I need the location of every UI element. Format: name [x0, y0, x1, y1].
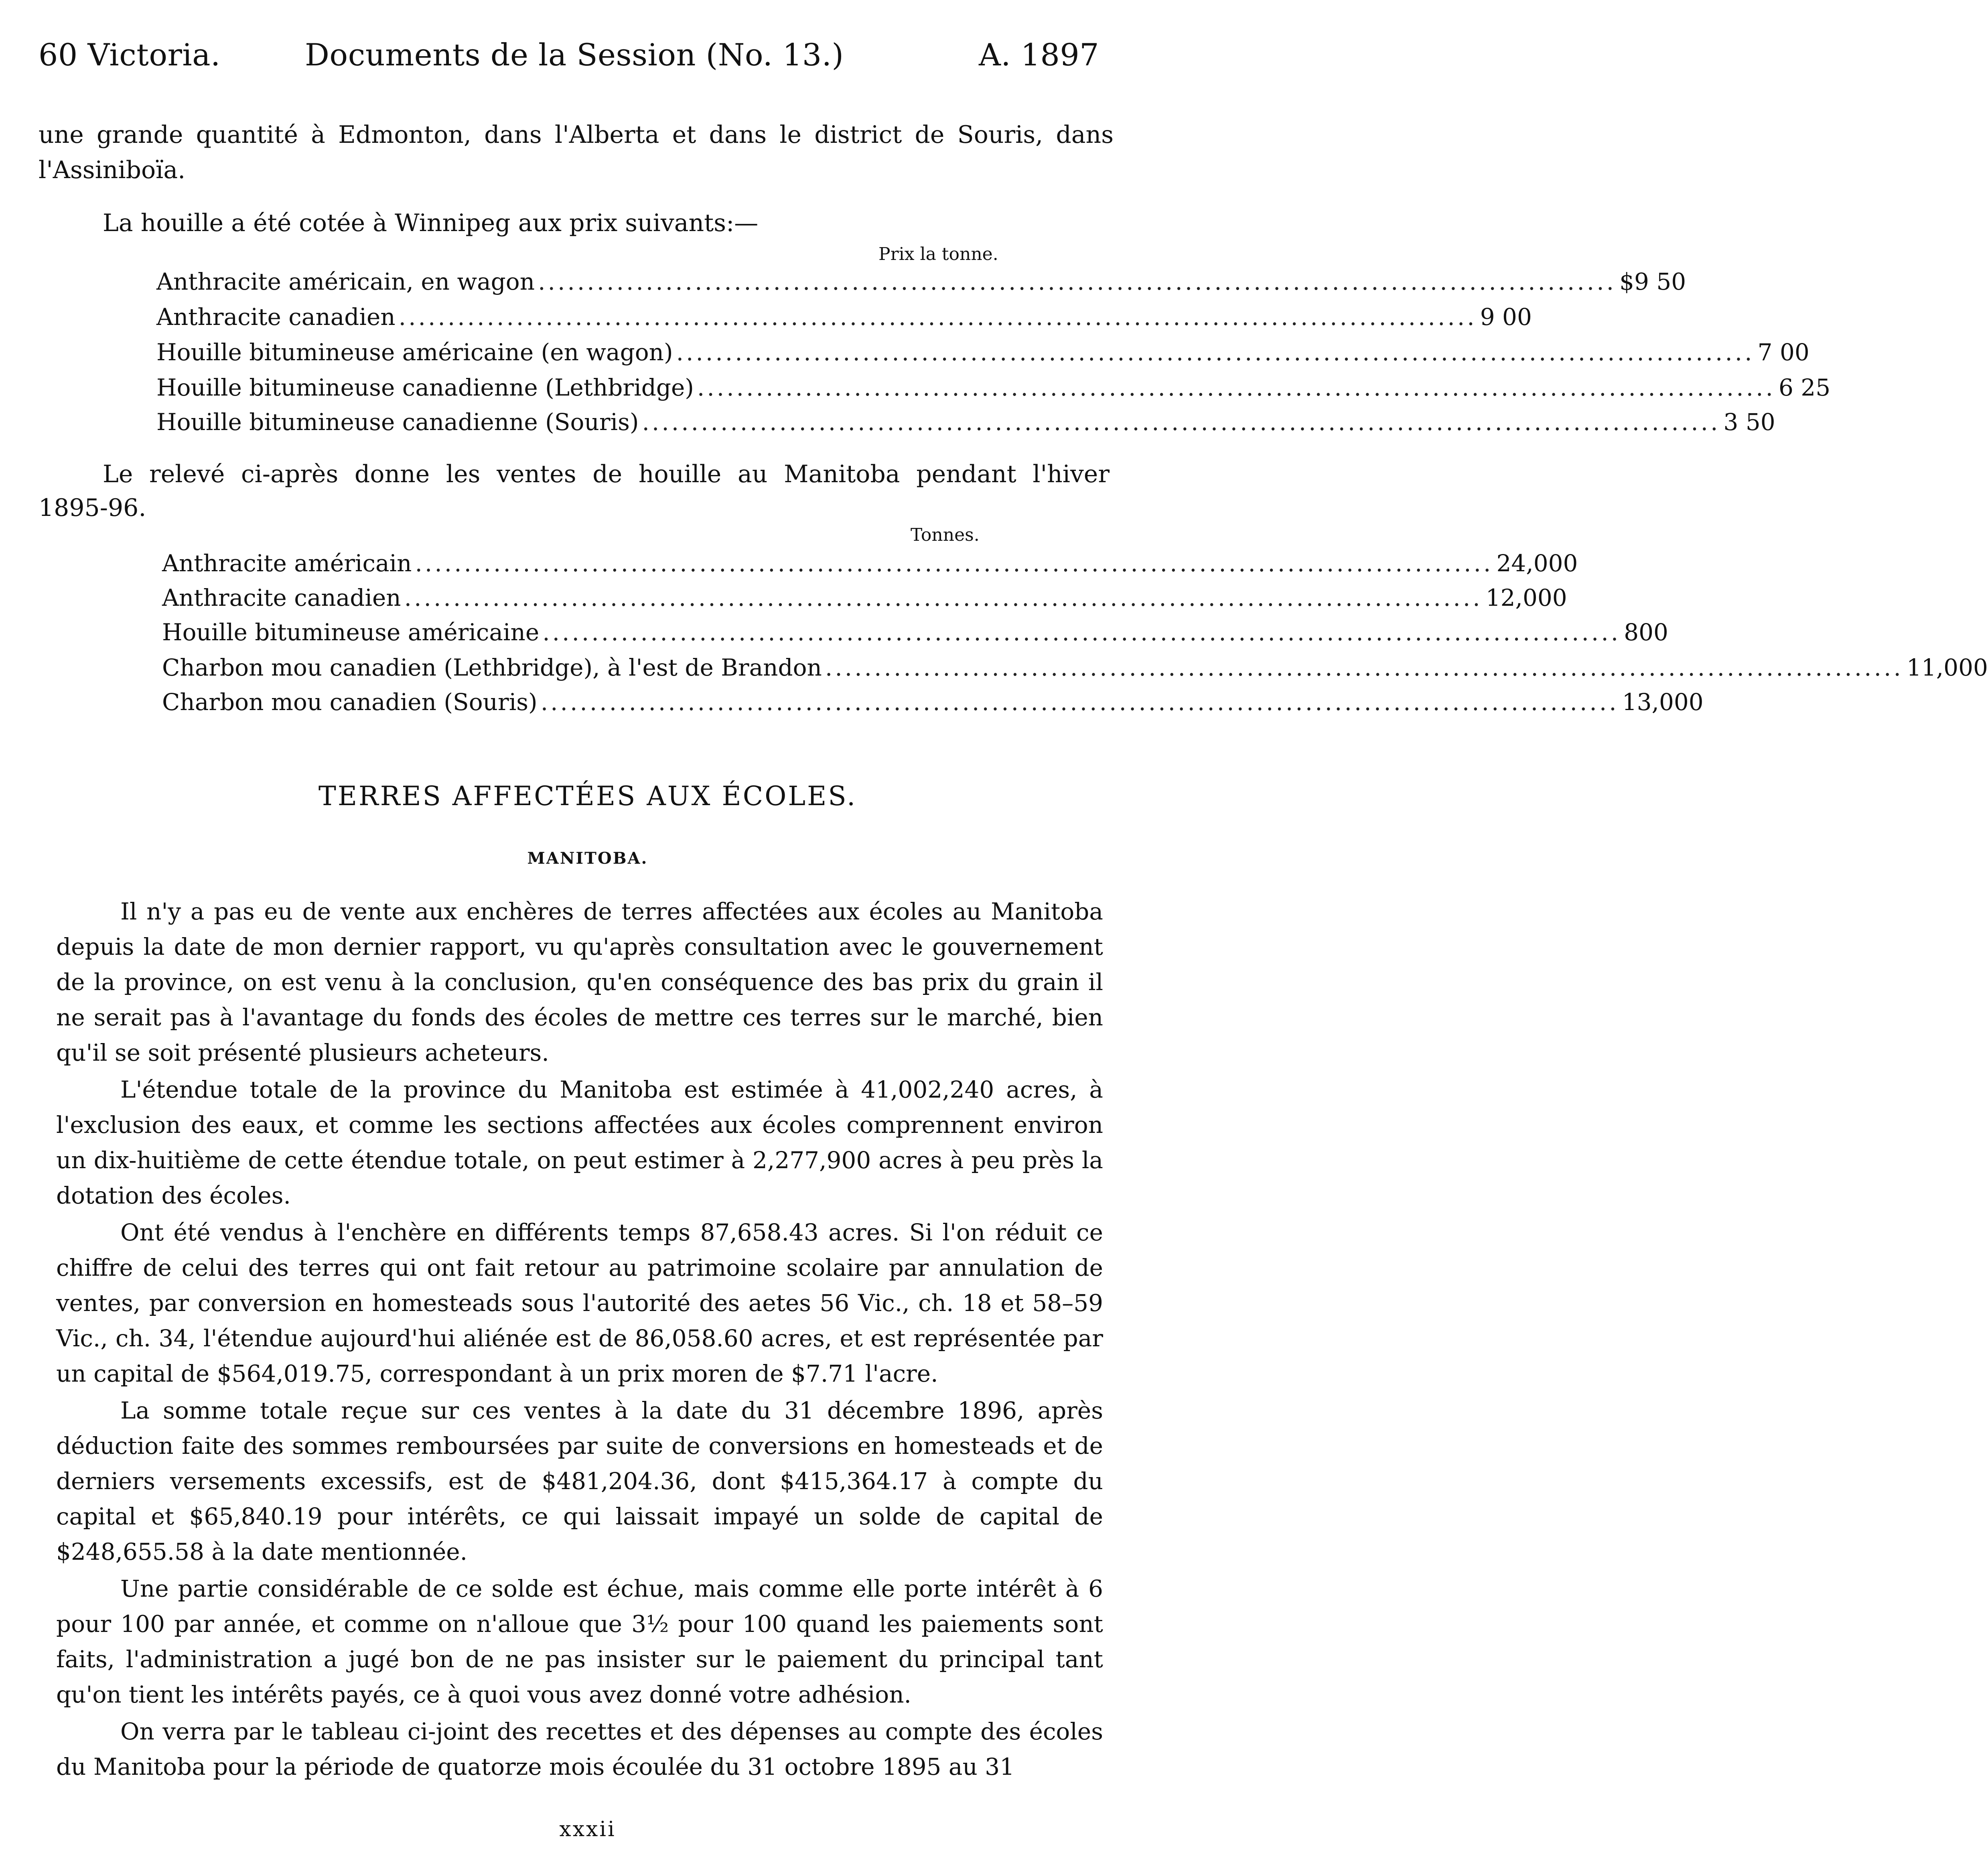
intro-line-2: l'Assiniboïa. [39, 156, 186, 184]
price-row-label: Houille bitumineuse canadienne (Souris) [156, 408, 639, 436]
sales-row [162, 619, 1668, 646]
paragraph: L'étendue totale de la province du Manitoba est estimée à 41,002,240 acres, à l'exclusion des eaux, et comme les sections affectées aux écoles comprennent environ un dix-huitième de cette étendue totale, on peut estimer à 2,277,900 acres à peu près la dotation des écoles. [56, 1076, 1103, 1209]
sales-row [162, 584, 1567, 611]
sales-row-label: Anthracite canadien [162, 584, 401, 611]
header-document-title: Documents de la Session (No. 13.) [305, 37, 844, 73]
sales-row [162, 550, 1578, 577]
price-row [156, 303, 1532, 331]
price-row-label: Houille bitumineuse américaine (en wagon) [156, 339, 673, 366]
price-row [156, 268, 1686, 295]
paragraph: La somme totale reçue sur ces ventes à la date du 31 décembre 1896, après déduction faite des sommes remboursées par suite de conversions en homesteads et de derniers versements excessifs, est de $481,204.36, dont $415,364.17 à compte du capital et $65,840.19 pour intérêts, ce qui laissait impayé un solde de capital de $248,655.58 à la date mentionnée. [56, 1397, 1103, 1565]
leader-dots: .............................................................................................................. [540, 688, 1619, 716]
sales-row-label: Anthracite américain [162, 550, 412, 577]
leader-dots: .............................................................................................................. [398, 303, 1477, 331]
leader-dots: .............................................................................................................. [404, 584, 1483, 611]
price-row-value: 9 00 [1480, 303, 1532, 331]
leader-dots: .............................................................................................................. [697, 374, 1775, 401]
prices-column-header: Prix la tonne. [878, 244, 998, 264]
sales-row-value: 11,000 [1906, 654, 1988, 681]
sales-row-value: 24,000 [1496, 550, 1578, 577]
price-row-value: 7 00 [1757, 339, 1809, 366]
leader-dots: .............................................................................................................. [542, 619, 1621, 646]
leader-dots: .............................................................................................................. [825, 654, 1903, 681]
price-row [156, 408, 1775, 436]
price-row-label: Houille bitumineuse canadienne (Lethbridge) [156, 374, 694, 401]
sales-row [162, 688, 1704, 716]
price-row-label: Anthracite canadien [156, 303, 396, 331]
leader-dots: .............................................................................................................. [415, 550, 1493, 577]
paragraph: Une partie considérable de ce solde est échue, mais comme elle porte intérêt à 6 pour 100 par année, et comme on n'alloue que 3½ pour 100 quand les paiements sont faits, l'administration a jugé bon de ne pas insister sur le paiement du principal tant qu'on tient les intérêts payés, ce à quoi vous avez donné votre adhésion. [56, 1575, 1103, 1708]
prices-intro: La houille a été cotée à Winnipeg aux prix suivants:— [103, 209, 759, 237]
sales-row-value: 12,000 [1485, 584, 1567, 611]
intro-line-1: une grande quantité à Edmonton, dans l'Alberta et dans le district de Souris, dans [39, 121, 1114, 149]
sales-row-value: 13,000 [1622, 688, 1704, 716]
sales-column-header: Tonnes. [911, 525, 980, 545]
sales-row-label: Houille bitumineuse américaine [162, 619, 540, 646]
sales-row-label: Charbon mou canadien (Lethbridge), à l'est de Brandon [162, 654, 822, 681]
section-subtitle: MANITOBA. [527, 849, 648, 868]
leader-dots: .............................................................................................................. [676, 339, 1755, 366]
sales-intro-line-2: 1895-96. [39, 494, 146, 522]
paragraph: Il n'y a pas eu de vente aux enchères de terres affectées aux écoles au Manitoba depuis la date de mon dernier rapport, vu qu'après consultation avec le gouvernement de la province, on est venu à la conclusion, qu'en conséquence des bas prix du grain il ne serait pas à l'avantage du fonds des écoles de mettre ces terres sur le marché, bien qu'il se soit présenté plusieurs acheteurs. [56, 898, 1103, 1066]
price-row-value: 3 50 [1723, 408, 1775, 436]
sales-row-value: 800 [1624, 619, 1668, 646]
page-number: xxxii [559, 1817, 616, 1841]
paragraph: Ont été vendus à l'enchère en différents temps 87,658.43 acres. Si l'on réduit ce chiffre de celui des terres qui ont fait retour au patrimoine scolaire par annulation de ventes, par conversion en homesteads sous l'autorité des aetes 56 Vic., ch. 18 et 58–59 Vic., ch. 34, l'étendue aujourd'hui aliénée est de 86,058.60 acres, et est représentée par un capital de $564,019.75, correspondant à un prix moren de $7.71 l'acre. [56, 1219, 1103, 1387]
price-row [156, 339, 1809, 366]
sales-row-label: Charbon mou canadien (Souris) [162, 688, 538, 716]
sales-intro-line-1: Le relevé ci-après donne les ventes de houille au Manitoba pendant l'hiver [103, 460, 1110, 488]
section-title: TERRES AFFECTÉES AUX ÉCOLES. [318, 781, 857, 812]
price-row-value: $9 50 [1619, 268, 1686, 295]
price-row-label: Anthracite américain, en wagon [156, 268, 535, 295]
price-row-value: 6 25 [1778, 374, 1831, 401]
price-row [156, 374, 1831, 401]
body-paragraphs [56, 894, 1103, 1784]
sales-row [162, 654, 1988, 681]
header-year: A. 1897 [979, 37, 1099, 73]
leader-dots: .............................................................................................................. [538, 268, 1617, 295]
header-session-year: 60 Victoria. [39, 37, 221, 73]
paragraph: On verra par le tableau ci-joint des recettes et des dépenses au compte des écoles du Manitoba pour la période de quatorze mois écoulée du 31 octobre 1895 au 31 [56, 1718, 1103, 1780]
leader-dots: .............................................................................................................. [642, 408, 1720, 436]
